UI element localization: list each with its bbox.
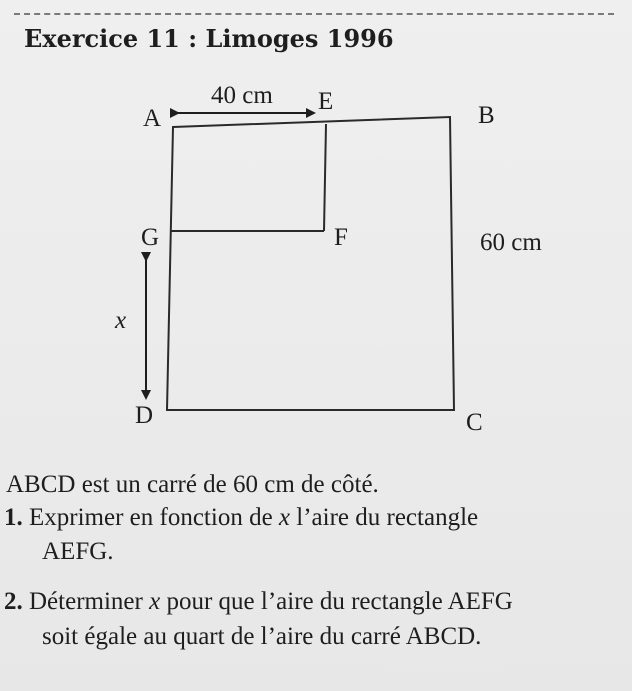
question-2-variable: x (149, 588, 161, 615)
variable-x-label: x (115, 307, 127, 334)
question-2-number: 2. (4, 588, 23, 615)
statement-intro: ABCD est un carré de 60 cm de côté. (6, 471, 379, 498)
label-c: C (466, 409, 483, 436)
question-1-number: 1. (4, 504, 23, 531)
question-1-line-1 (4, 503, 478, 533)
question-1-line-2: AEFG. (42, 538, 114, 565)
question-2-line-2: soit égale au quart de l’aire du carré ABCD. (42, 623, 482, 650)
label-d: D (135, 402, 154, 429)
exercise-title: Exercice 11 : Limoges 1996 (24, 24, 394, 53)
label-g: G (141, 224, 160, 251)
square-abcd (167, 117, 454, 410)
question-2-text-before: Déterminer (29, 588, 150, 615)
dimension-side-label: 60 cm (480, 229, 542, 256)
question-2-text-after: pour que l’aire du rectangle AEFG (160, 588, 513, 615)
label-e: E (318, 88, 334, 115)
label-a: A (143, 105, 162, 132)
segment-ef (324, 124, 326, 231)
label-b: B (478, 102, 495, 129)
question-1-text-before: Exprimer en fonction de (29, 504, 279, 531)
dimension-ae-label: 40 cm (211, 82, 273, 109)
question-2-line-1 (4, 587, 513, 617)
question-1-variable: x (278, 504, 291, 531)
question-1-text-after: l’aire du rectangle (290, 504, 479, 531)
label-f: F (334, 224, 348, 251)
